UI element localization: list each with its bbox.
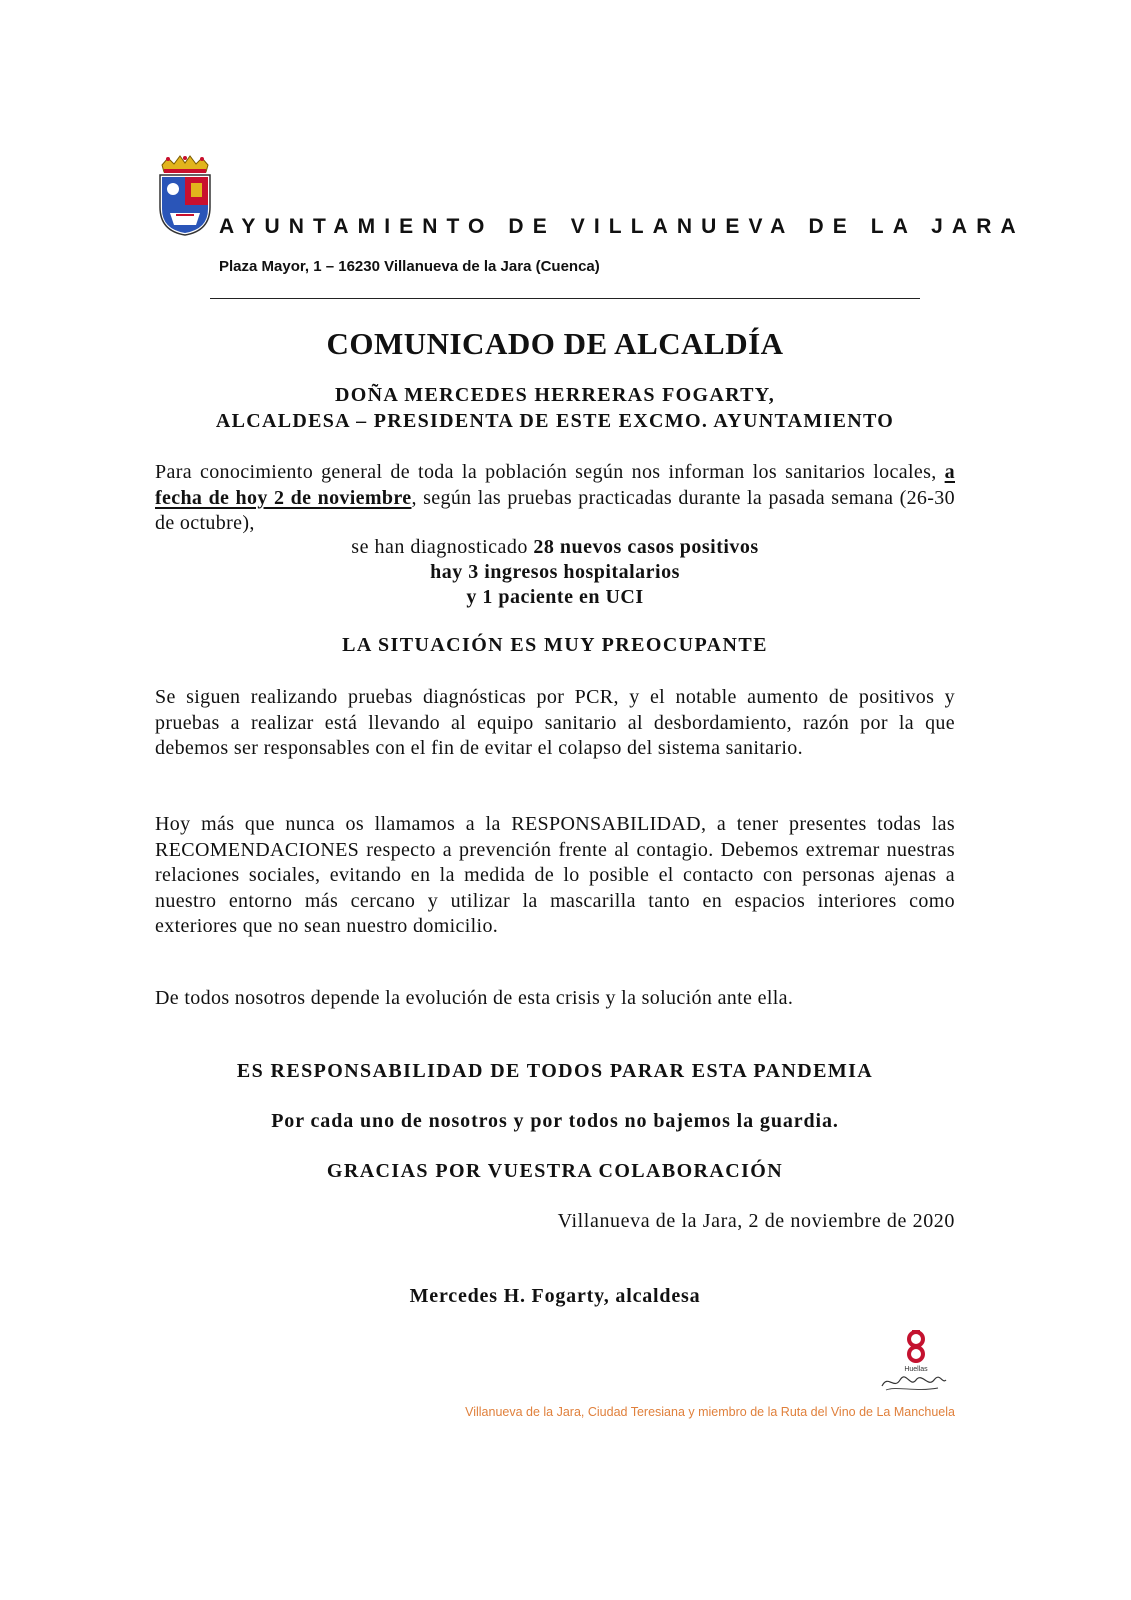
- guard-message: Por cada uno de nosotros y por todos no bajemos la guardia.: [271, 1110, 839, 1132]
- intro-text-start: Para conocimiento general de toda la población según nos informan los sanitarios locales,: [155, 461, 945, 483]
- responsibility-heading: ES RESPONSABILIDAD DE TODOS PARAR ESTA PANDEMIA: [236, 1060, 874, 1082]
- place-and-date: Villanueva de la Jara, 2 de noviembre de 2020: [557, 1210, 955, 1232]
- evolution-paragraph: De todos nosotros depende la evolución de esta crisis y la solución ante ella.: [155, 987, 794, 1009]
- hospital-admissions-line: hay 3 ingresos hospitalarios: [430, 561, 680, 583]
- icu-patients-line: y 1 paciente en UCI: [466, 586, 644, 608]
- responsibility-paragraph: Hoy más que nunca os llamamos a la RESPONSABILIDAD, a tener presentes todas las RECOMENDACIONES respecto a prevención frente al contagio. Debemos extremar nuestras relaciones sociales, evitando en la medida de lo posible el contacto con personas ajenas a nuestro entorno más cercano y utilizar la mascarilla tanto en espacios interiores como exteriores que no sean nuestro domicilio.: [155, 813, 955, 937]
- intro-text-end: , según las pruebas practicadas durante la pasada semana (26-30 de octubre),: [155, 486, 955, 534]
- intro-date-text: a fecha de hoy 2 de noviembre: [155, 461, 955, 509]
- header-divider: [210, 298, 920, 299]
- thanks-heading: GRACIAS POR VUESTRA COLABORACIÓN: [326, 1160, 784, 1182]
- logo-text: Huellas: [904, 1366, 928, 1373]
- pcr-paragraph: Se siguen realizando pruebas diagnósticas por PCR, y el notable aumento de positivos y pruebas a realizar está llevando al equipo sanitario al desbordamiento, razón por la que debemos ser responsables con el fin de evitar el colapso del sistema sanitario.: [155, 686, 955, 759]
- author-role: ALCALDESA – PRESIDENTA DE ESTE EXCMO. AYUNTAMIENTO: [215, 410, 895, 432]
- author-name: DOÑA MERCEDES HERRERAS FOGARTY,: [334, 384, 776, 406]
- organization-address: Plaza Mayor, 1 – 16230 Villanueva de la Jara (Cuenca): [219, 258, 600, 275]
- footer-tagline: Villanueva de la Jara, Ciudad Teresiana y miembro de la Ruta del Vino de La Manchuela: [465, 1405, 955, 1419]
- document-title: COMUNICADO DE ALCALDÍA: [326, 326, 784, 361]
- signature-line: Mercedes H. Fogarty, alcaldesa: [409, 1285, 701, 1307]
- situation-heading: LA SITUACIÓN ES MUY PREOCUPANTE: [342, 634, 768, 656]
- new-cases-prefix: se han diagnosticado: [351, 536, 534, 558]
- huellas-logo-icon: [876, 1330, 948, 1396]
- new-cases-count: 28 nuevos casos positivos: [533, 536, 759, 558]
- organization-name: AYUNTAMIENTO DE VILLANUEVA DE LA JARA: [219, 215, 1025, 238]
- coat-of-arms-icon: [156, 155, 214, 237]
- new-cases-line: [155, 536, 955, 559]
- intro-paragraph: [155, 460, 955, 537]
